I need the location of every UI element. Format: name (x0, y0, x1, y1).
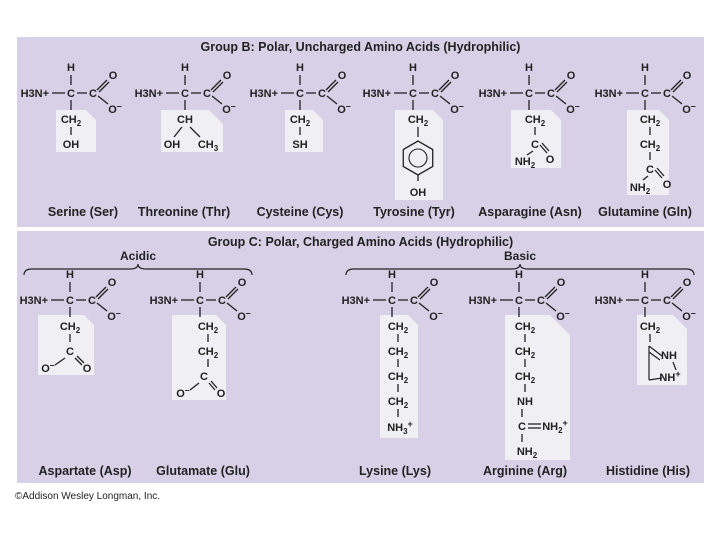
atom-label: $NH_2$ (514, 156, 536, 170)
amino-acid-name-cys: Cysteine (Cys) (256, 205, 344, 219)
copyright-footer: ©Addison Wesley Longman, Inc. (15, 491, 161, 502)
atom-label: H3N+ (594, 295, 623, 307)
atom-label: O (450, 70, 460, 82)
bond-line (672, 96, 682, 104)
atom-label: $CH_2$ (514, 371, 536, 385)
atom-label: C (203, 88, 211, 100)
atom-label: C (89, 88, 97, 100)
atom-label: $CH_2$ (407, 114, 429, 128)
atom-label: H (388, 269, 396, 281)
atom-label: O (556, 277, 566, 289)
atom-label: H (66, 269, 74, 281)
atom-label: C (318, 88, 326, 100)
atom-label: $CH_2$ (60, 114, 82, 128)
atom-label: H (67, 62, 75, 74)
atom-label: $CH_2$ (387, 371, 409, 385)
atom-label: NH (661, 350, 677, 362)
atom-label: C (66, 295, 74, 307)
atom-label: C (410, 295, 418, 307)
atom-label: O– (337, 101, 351, 116)
atom-label: $CH_2$ (639, 114, 661, 128)
atom-label: O (337, 70, 347, 82)
atom-label: O– (108, 101, 122, 116)
atom-label: C (525, 88, 533, 100)
atom-label: C (547, 88, 555, 100)
atom-label: O (108, 70, 118, 82)
atom-label: $NH_2$ (629, 182, 651, 196)
atom-label: C (196, 295, 204, 307)
atom-label: O– (237, 308, 251, 323)
atom-label: O (682, 277, 692, 289)
bond-line (227, 303, 237, 311)
atom-label: O– (682, 101, 696, 116)
amino-acid-name-his: Histidine (His) (605, 464, 691, 478)
bond-line (440, 96, 450, 104)
atom-label: O– (429, 308, 443, 323)
bond-line (672, 303, 682, 311)
atom-label: H (515, 269, 523, 281)
atom-label: $CH_3$ (197, 139, 219, 153)
atom-label: C (388, 295, 396, 307)
atom-label: $CH_2$ (289, 114, 311, 128)
atom-label: C (515, 295, 523, 307)
atom-label: OH (409, 187, 427, 199)
atom-label: C (409, 88, 417, 100)
group-brace (24, 264, 252, 275)
atom-label: $CH_2$ (514, 346, 536, 360)
atom-label: O– (450, 101, 464, 116)
bond-line (327, 96, 337, 104)
group-b-title: Group B: Polar, Uncharged Amino Acids (Hydrophilic) (200, 40, 521, 54)
atom-label: H3N+ (134, 88, 163, 100)
amino-acid-name-glu: Glutamate (Glu) (156, 464, 250, 478)
atom-label: O– (556, 308, 570, 323)
atom-label: H (525, 62, 533, 74)
atom-label: $CH_2$ (387, 346, 409, 360)
amino-acid-name-asp: Aspartate (Asp) (38, 464, 132, 478)
atom-label: $NH_2^+$ (542, 418, 568, 435)
amino-acid-name-thr: Threonine (Thr) (137, 205, 231, 219)
atom-label: H (196, 269, 204, 281)
amino-acid-name-tyr: Tyrosine (Tyr) (373, 205, 455, 219)
atom-label: O (107, 277, 117, 289)
atom-label: $CH_2$ (197, 321, 219, 335)
atom-label: C (537, 295, 545, 307)
atom-label: C (641, 88, 649, 100)
atom-label: O (566, 70, 576, 82)
atom-label: H3N+ (149, 295, 178, 307)
atom-label: H3N+ (468, 295, 497, 307)
atom-label: C (181, 88, 189, 100)
bond-line (419, 303, 429, 311)
atom-label: H3N+ (249, 88, 278, 100)
atom-label: C (88, 295, 96, 307)
atom-label: O– (222, 101, 236, 116)
atom-label: SH (292, 139, 308, 151)
side-chain-highlight (505, 315, 570, 460)
atom-label: $CH_2$ (639, 139, 661, 153)
atom-label: O (682, 70, 692, 82)
amino-acid-name-ser: Serine (Ser) (47, 205, 119, 219)
atom-label: C (296, 88, 304, 100)
atom-label: $CH_2$ (524, 114, 546, 128)
group-c-title: Group C: Polar, Charged Amino Acids (Hydrophilic) (207, 235, 514, 249)
atom-label: $NH_3^+$ (387, 419, 413, 436)
atom-label: O (216, 388, 226, 400)
atom-label: O– (176, 385, 190, 400)
atom-label: C (646, 164, 654, 176)
atom-label: O (82, 363, 92, 375)
atom-label: C (641, 295, 649, 307)
amino-acid-name-lys: Lysine (Lys) (358, 464, 432, 478)
atom-label: O– (682, 308, 696, 323)
atom-label: $CH_2$ (59, 321, 81, 335)
atom-label: H3N+ (594, 88, 623, 100)
atom-label: H (409, 62, 417, 74)
atom-label: C (218, 295, 226, 307)
atom-label: O (662, 179, 672, 191)
bond-line (97, 303, 107, 311)
atom-label: O– (107, 308, 121, 323)
atom-label: OH (62, 139, 80, 151)
atom-label: H (641, 269, 649, 281)
atom-label: $CH_2$ (387, 396, 409, 410)
atom-label: $CH_2$ (197, 346, 219, 360)
atom-label: C (531, 139, 539, 151)
atom-label: O (237, 277, 247, 289)
atom-label: C (518, 421, 526, 433)
bond-line (212, 96, 222, 104)
amino-acid-name-gln: Glutamine (Gln) (598, 205, 692, 219)
atom-label: O (222, 70, 232, 82)
acidic-label: Acidic (119, 249, 157, 263)
atom-label: H (181, 62, 189, 74)
atom-label: H3N+ (20, 88, 49, 100)
atom-label: CH (177, 114, 193, 126)
atom-label: H3N+ (341, 295, 370, 307)
atom-label: $CH_2$ (387, 321, 409, 335)
atom-label: O– (41, 360, 55, 375)
atom-label: NH (517, 396, 533, 408)
basic-label: Basic (503, 249, 537, 263)
atom-label: H (641, 62, 649, 74)
atom-label: C (66, 346, 74, 358)
atom-label: H3N+ (19, 295, 48, 307)
atom-label: H3N+ (362, 88, 391, 100)
bond-line (546, 303, 556, 311)
atom-label: C (200, 371, 208, 383)
atom-label: H3N+ (478, 88, 507, 100)
atom-label: $CH_2$ (514, 321, 536, 335)
atom-label: $NH_2$ (516, 446, 538, 460)
atom-label: H (296, 62, 304, 74)
amino-acid-name-arg: Arginine (Arg) (482, 464, 568, 478)
atom-label: C (663, 295, 671, 307)
atom-label: C (663, 88, 671, 100)
amino-acid-name-asn: Asparagine (Asn) (478, 205, 582, 219)
bond-line (98, 96, 108, 104)
bond-line (556, 96, 566, 104)
atom-label: O (429, 277, 439, 289)
atom-label: NH+ (659, 369, 681, 384)
atom-label: OH (163, 139, 181, 151)
atom-label: O– (566, 101, 580, 116)
atom-label: C (431, 88, 439, 100)
atom-label: $CH_2$ (639, 321, 661, 335)
atom-label: O (545, 154, 555, 166)
atom-label: C (67, 88, 75, 100)
